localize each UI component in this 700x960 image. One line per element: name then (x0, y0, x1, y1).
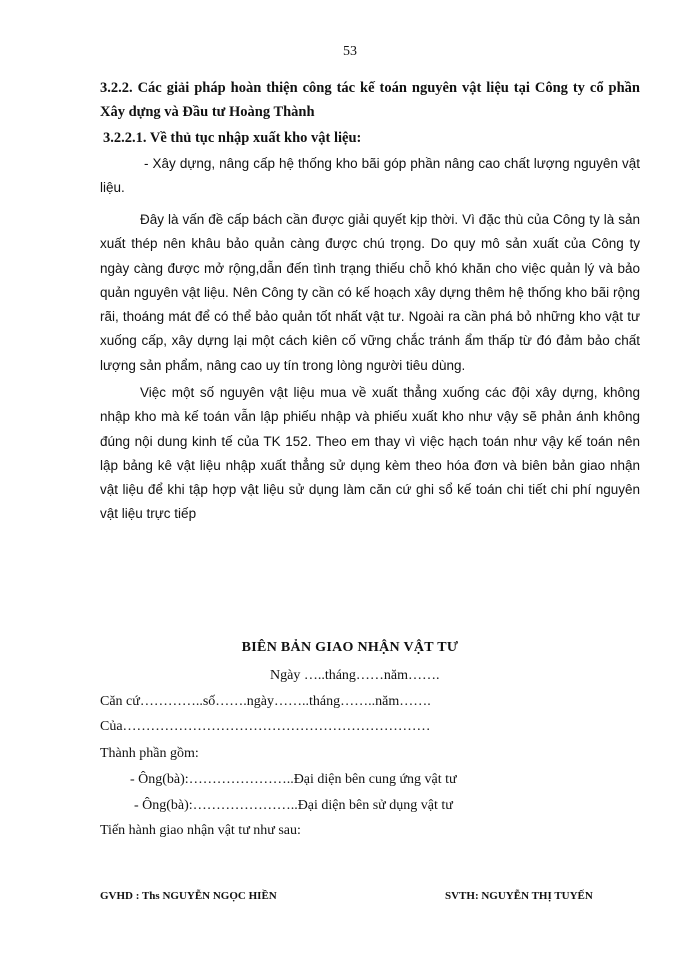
form-thanh-phan-line: Thành phần gồm: (100, 746, 199, 761)
paragraph-urgent-issue: Đây là vấn đề cấp bách cần được giải quyết kịp thời. Vì đặc thù của Công ty là sản xuất thép nên khâu bảo quản càng được chú trọng. Do quy mô sản xuất của Công ty ngày càng được mở rộng,dẫn đến tình trạng thiếu chỗ khó khăn cho việc quản lý và bảo quản nguyên vật liệu. Nên Công ty cần có kế hoạch xây dựng thêm hệ thống kho bãi rộng rãi, thoáng mát để có thể bảo quản tốt nhất vật tư. Ngoài ra cần phá bỏ những kho vật tư xuống cấp, xây dựng lại một cách kiên cố vững chắc tránh ẩm thấp từ đó đảm bảo chất lượng sản phẩm, nâng cao uy tín trong lòng người tiêu dùng. (100, 212, 640, 373)
page-number: 53 (343, 44, 357, 59)
form-cua-line: Của………………………………………………………… (100, 719, 431, 734)
form-can-cu-line: Căn cứ…………..số…….ngày……..tháng……..năm……. (100, 694, 431, 709)
paragraph-direct-issue: Việc một số nguyên vật liệu mua về xuất thẳng xuống các đội xây dựng, không nhập kho mà kế toán vẫn lập phiếu nhập và phiếu xuất kho như vậy sẽ phản ánh không đúng nội dung kinh tế của TK 152. Theo em thay vì việc hạch toán như vậy kế toán nên lập bảng kê vật liệu nhập xuất thẳng sử dụng kèm theo hóa đơn và biên bản giao nhận vật liệu để khi tập hợp vật liệu sử dụng làm căn cứ ghi sổ kế toán chi tiết chi phí nguyên vật liệu trực tiếp (100, 385, 640, 522)
form-supplier-rep-line: - Ông(bà):…………………..Đại diện bên cung ứng vật tư (130, 772, 457, 787)
form-tien-hanh-line: Tiến hành giao nhận vật tư như sau: (100, 823, 301, 838)
paragraph-warehouse-upgrade: - Xây dựng, nâng cấp hệ thống kho bãi góp phần nâng cao chất lượng nguyên vật liệu. (100, 156, 640, 196)
form-date-line: Ngày …..tháng……năm……. (270, 668, 440, 683)
form-title: BIÊN BẢN GIAO NHẬN VẬT TƯ (241, 640, 459, 655)
subsection-heading: 3.2.2.1. Về thủ tục nhập xuất kho vật liệu: (103, 130, 362, 146)
section-heading: 3.2.2. Các giải pháp hoàn thiện công tác kế toán nguyên vật liệu tại Công ty cổ phần Xây dựng và Đầu tư Hoàng Thành (100, 80, 640, 120)
footer-supervisor: GVHD : Ths NGUYỄN NGỌC HIỀN (100, 890, 277, 902)
footer-student: SVTH: NGUYỄN THỊ TUYẾN (445, 890, 593, 902)
form-user-rep-line: - Ông(bà):…………………..Đại diện bên sử dụng vật tư (134, 798, 453, 813)
